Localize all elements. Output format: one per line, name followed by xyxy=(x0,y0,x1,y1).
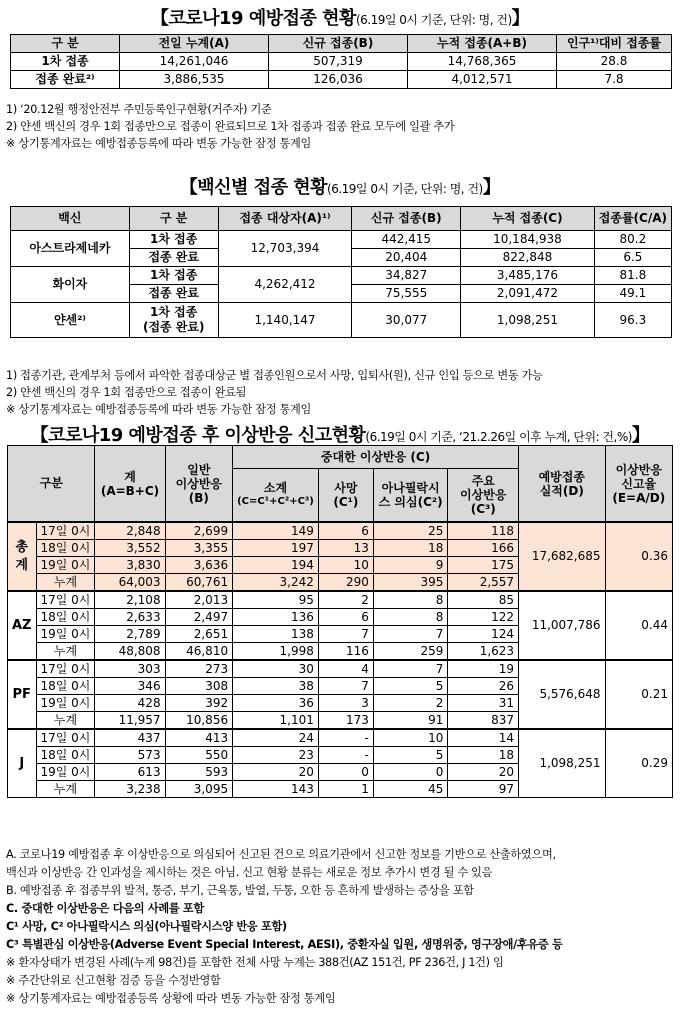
header-prev: 전일 누계(A) xyxy=(120,35,269,53)
cell-major: 175 xyxy=(448,557,519,574)
cell-general: 2,699 xyxy=(165,522,233,540)
header-total xyxy=(95,446,165,523)
row-label: 접종 완료²⁾ xyxy=(11,71,120,89)
table-row xyxy=(11,303,672,338)
cell-death: 2 xyxy=(318,591,373,609)
cell-rate: 0.21 xyxy=(605,660,672,729)
row-label: 17일 0시 xyxy=(36,660,95,678)
cell-rate: 96.3 xyxy=(594,303,671,338)
cell-subtotal: 1,101 xyxy=(233,712,319,730)
cell-major: 19 xyxy=(448,660,519,678)
cell-death: 3 xyxy=(318,695,373,712)
cell-total: 2,108 xyxy=(95,591,165,609)
cell-ana: 395 xyxy=(373,574,448,592)
vaccine-type-table xyxy=(10,206,672,338)
cell-general: 413 xyxy=(165,729,233,747)
section3-title-sub: (6.19일 0시 기준, ‘21.2.26일 이후 누계, 단위: 건,%) xyxy=(365,430,632,444)
cell-subtotal: 36 xyxy=(233,695,319,712)
cell-total: 346 xyxy=(95,678,165,695)
header-ana-line2: 스 의심(C²) xyxy=(378,495,443,509)
cell-ana: 91 xyxy=(373,712,448,730)
table-row xyxy=(11,71,672,89)
header-gubun: 구분 xyxy=(8,446,95,523)
header-ana-line1: 아나필락시 xyxy=(381,481,440,495)
cell-new: 442,415 xyxy=(352,231,461,249)
cell-subtotal: 197 xyxy=(233,540,319,557)
cell-cum: 1,098,251 xyxy=(461,303,595,338)
cell-subtotal: 149 xyxy=(233,522,319,540)
cell-ana: 7 xyxy=(373,626,448,643)
header-major-line1: 주요 xyxy=(471,474,495,488)
cell-prev: 14,261,046 xyxy=(120,53,269,71)
note: 1) ‘20.12월 행정안전부 주민등록인구현황(거주자) 기준 xyxy=(6,103,272,116)
cell-ana: 5 xyxy=(373,747,448,764)
cell-major: 1,623 xyxy=(448,643,519,661)
cell-total: 3,238 xyxy=(95,781,165,798)
row-label-line2: (접종 완료) xyxy=(142,320,205,334)
section2-title xyxy=(0,173,680,199)
vaccination-status-table xyxy=(10,34,672,89)
row-label: 1차 접종 xyxy=(129,267,218,285)
header-general-line2: 이상반응 xyxy=(175,476,223,491)
cell-subtotal: 30 xyxy=(233,660,319,678)
cell-general: 46,810 xyxy=(165,643,233,661)
section1-title xyxy=(0,4,680,30)
row-label: 18일 0시 xyxy=(36,747,95,764)
note: 1) 접종기관, 관계부처 등에서 파악한 접종대상군 별 접종인원으로서 사망, 입퇴사(원), 신규 인입 등으로 변동 가능 xyxy=(6,369,543,382)
cell-ana: 8 xyxy=(373,609,448,626)
table-row xyxy=(8,660,673,678)
row-label-line1: 1차 접종 xyxy=(150,305,198,319)
cell-new: 126,036 xyxy=(269,71,408,89)
cell-rate: 6.5 xyxy=(594,249,671,267)
note: A. 코로나19 예방접종 후 이상반응으로 의심되어 신고된 건으로 의료기관에서 신고한 정보를 기반으로 산출하였으며, xyxy=(6,848,556,861)
header-vacc-line2: 실적(D) xyxy=(539,483,584,498)
cell-rate: 80.2 xyxy=(594,231,671,249)
cell-general: 273 xyxy=(165,660,233,678)
cell-general: 2,497 xyxy=(165,609,233,626)
header-general-line1: 일반 xyxy=(187,462,211,477)
cell-total: 3,830 xyxy=(95,557,165,574)
row-label: 접종 완료 xyxy=(129,285,218,303)
cell-general: 10,856 xyxy=(165,712,233,730)
adverse-event-table xyxy=(7,445,673,798)
cell-new: 30,077 xyxy=(352,303,461,338)
cell-death: 0 xyxy=(318,764,373,781)
cell-ana: 45 xyxy=(373,781,448,798)
cell-new: 507,319 xyxy=(269,53,408,71)
note: ※ 상기통계자료는 예방접종등록에 따라 변동 가능한 잠정 통계임 xyxy=(6,403,312,416)
section3-title-end: 】 xyxy=(631,425,650,446)
section3-title xyxy=(0,421,680,447)
cell-cum: 10,184,938 xyxy=(461,231,595,249)
cell-death: 7 xyxy=(318,626,373,643)
cell-total: 64,003 xyxy=(95,574,165,592)
note: C³ 특별관심 이상반응(Adverse Event Special Interest, AESI), 중환자실 입원, 생명위중, 영구장애/후유증 등 xyxy=(6,938,563,951)
section3-notes xyxy=(6,846,563,1008)
row-label: 17일 0시 xyxy=(36,522,95,540)
header-rate-line2: 신고율 xyxy=(621,476,657,491)
group-name: PF xyxy=(8,660,37,729)
note: 2) 얀센 백신의 경우 1회 접종만으로 접종이 완료되므로 1차 접종과 접종 완료 모두에 일괄 추가 xyxy=(6,120,455,133)
cell-general: 550 xyxy=(165,747,233,764)
section1-title-text: 【코로나19 예방접종 현황 xyxy=(150,8,356,29)
row-label: 누계 xyxy=(36,712,95,730)
cell-vacc: 1,098,251 xyxy=(519,729,605,798)
cell-vacc: 11,007,786 xyxy=(519,591,605,660)
note: C¹ 사망, C² 아나필락시스 의심(아나필락시스양 반응 포함) xyxy=(6,920,287,933)
note: ※ 환자상태가 변경된 사례(누계 98건)를 포함한 전체 사망 누계는 388건(AZ 151건, PF 236건, J 1건) 임 xyxy=(6,956,504,969)
cell-cum: 2,091,472 xyxy=(461,285,595,303)
vaccine-name-j: 얀센²⁾ xyxy=(11,303,130,338)
cell-death: 6 xyxy=(318,609,373,626)
header-major-line2: 이상반응 xyxy=(460,488,507,502)
header-vacc-line1: 예방접종 xyxy=(538,469,585,484)
cell-target: 12,703,394 xyxy=(218,231,352,267)
cell-vacc: 17,682,685 xyxy=(519,522,605,591)
cell-general: 593 xyxy=(165,764,233,781)
cell-cum: 14,768,365 xyxy=(408,53,557,71)
header-death-line2: (C¹) xyxy=(333,495,359,509)
cell-general: 60,761 xyxy=(165,574,233,592)
note: ※ 상기통계자료는 예방접종등록에 따라 변동 가능한 잠정 통계임 xyxy=(6,137,312,150)
cell-general: 3,636 xyxy=(165,557,233,574)
cell-ana: 5 xyxy=(373,678,448,695)
cell-general: 2,013 xyxy=(165,591,233,609)
cell-death: 116 xyxy=(318,643,373,661)
cell-subtotal: 20 xyxy=(233,764,319,781)
note: 백신과 이상반응 간 인과성을 제시하는 것은 아님. 신고 현황 분류는 새로운 정보 추가시 변경 될 수 있음 xyxy=(6,866,493,879)
row-label: 누계 xyxy=(36,574,95,592)
header-new: 신규 접종(B) xyxy=(269,35,408,53)
header-subtotal-line1: 소계 xyxy=(263,481,288,495)
row-label: 17일 0시 xyxy=(36,591,95,609)
cell-total: 303 xyxy=(95,660,165,678)
cell-total: 2,633 xyxy=(95,609,165,626)
cell-major: 124 xyxy=(448,626,519,643)
header-vacc xyxy=(519,446,605,523)
cell-rate: 81.8 xyxy=(594,267,671,285)
section1-notes xyxy=(6,101,454,152)
note: ※ 주간단위로 신고현황 검증 등을 수정반영함 xyxy=(6,974,221,987)
cell-ana: 259 xyxy=(373,643,448,661)
cell-subtotal: 38 xyxy=(233,678,319,695)
cell-major: 14 xyxy=(448,729,519,747)
cell-subtotal: 1,998 xyxy=(233,643,319,661)
cell-death: 13 xyxy=(318,540,373,557)
cell-general: 3,095 xyxy=(165,781,233,798)
header-subtotal xyxy=(233,469,319,523)
cell-major: 837 xyxy=(448,712,519,730)
table-row xyxy=(11,267,672,285)
header-rate xyxy=(605,446,672,523)
header-cum: 누적 접종(A+B) xyxy=(408,35,557,53)
row-label: 접종 완료 xyxy=(129,249,218,267)
cell-general: 308 xyxy=(165,678,233,695)
cell-cum: 822,848 xyxy=(461,249,595,267)
cell-major: 20 xyxy=(448,764,519,781)
note: C. 중대한 이상반응은 다음의 사례를 포함 xyxy=(6,902,204,915)
header-gubun: 구 분 xyxy=(129,207,218,231)
table-row xyxy=(8,522,673,540)
row-label xyxy=(129,303,218,338)
cell-new: 75,555 xyxy=(352,285,461,303)
header-major-line3: (C³) xyxy=(470,502,496,516)
cell-death: 4 xyxy=(318,660,373,678)
cell-major: 122 xyxy=(448,609,519,626)
header-gubun: 구 분 xyxy=(11,35,120,53)
cell-total: 48,808 xyxy=(95,643,165,661)
section1-title-sub: (6.19일 0시 기준, 단위: 명, 건) xyxy=(355,13,512,27)
vaccine-name-az: 아스트라제네카 xyxy=(11,231,130,267)
section2-notes xyxy=(6,367,543,418)
cell-subtotal: 136 xyxy=(233,609,319,626)
vaccine-name-pf: 화이자 xyxy=(11,267,130,303)
row-label: 19일 0시 xyxy=(36,695,95,712)
cell-major: 97 xyxy=(448,781,519,798)
cell-new: 20,404 xyxy=(352,249,461,267)
cell-death: 10 xyxy=(318,557,373,574)
cell-rate: 7.8 xyxy=(557,71,672,89)
cell-subtotal: 3,242 xyxy=(233,574,319,592)
row-label: 18일 0시 xyxy=(36,609,95,626)
table-row xyxy=(11,231,672,249)
group-name: 총계 xyxy=(8,522,37,591)
section2-title-text: 【백신별 접종 현황 xyxy=(179,177,328,198)
cell-major: 118 xyxy=(448,522,519,540)
cell-subtotal: 24 xyxy=(233,729,319,747)
row-label: 19일 0시 xyxy=(36,557,95,574)
cell-major: 31 xyxy=(448,695,519,712)
cell-total: 2,848 xyxy=(95,522,165,540)
header-cum: 누적 접종(C) xyxy=(461,207,595,231)
cell-death: 290 xyxy=(318,574,373,592)
cell-rate: 49.1 xyxy=(594,285,671,303)
cell-general: 3,355 xyxy=(165,540,233,557)
row-label: 1차 접종 xyxy=(11,53,120,71)
cell-major: 2,557 xyxy=(448,574,519,592)
header-major xyxy=(448,469,519,523)
table-row xyxy=(11,53,672,71)
cell-death: 7 xyxy=(318,678,373,695)
cell-death: 6 xyxy=(318,522,373,540)
cell-total: 437 xyxy=(95,729,165,747)
table-header-row xyxy=(11,35,672,53)
cell-subtotal: 23 xyxy=(233,747,319,764)
header-rate-line1: 이상반응 xyxy=(615,462,662,477)
cell-rate: 0.29 xyxy=(605,729,672,798)
cell-death: 1 xyxy=(318,781,373,798)
cell-cum: 3,485,176 xyxy=(461,267,595,285)
cell-total: 428 xyxy=(95,695,165,712)
cell-subtotal: 138 xyxy=(233,626,319,643)
table-row xyxy=(8,591,673,609)
cell-total: 573 xyxy=(95,747,165,764)
row-label: 1차 접종 xyxy=(129,231,218,249)
cell-rate: 0.36 xyxy=(605,522,672,591)
row-label: 19일 0시 xyxy=(36,626,95,643)
cell-ana: 2 xyxy=(373,695,448,712)
cell-general: 392 xyxy=(165,695,233,712)
cell-total: 613 xyxy=(95,764,165,781)
section3-title-text: 【코로나19 예방접종 후 이상반응 신고현황 xyxy=(30,425,366,446)
cell-target: 4,262,412 xyxy=(218,267,352,303)
header-serious: 중대한 이상반응 (C) xyxy=(233,446,519,469)
row-label: 누계 xyxy=(36,781,95,798)
header-death xyxy=(318,469,373,523)
header-death-line1: 사망 xyxy=(334,481,358,495)
row-label: 18일 0시 xyxy=(36,540,95,557)
cell-cum: 4,012,571 xyxy=(408,71,557,89)
table-row xyxy=(8,729,673,747)
section2-title-sub: (6.19일 0시 기준, 단위: 명, 건) xyxy=(327,182,483,196)
cell-ana: 10 xyxy=(373,729,448,747)
cell-vacc: 5,576,648 xyxy=(519,660,605,729)
row-label: 누계 xyxy=(36,643,95,661)
cell-death: 173 xyxy=(318,712,373,730)
header-vaccine: 백신 xyxy=(11,207,130,231)
row-label: 19일 0시 xyxy=(36,764,95,781)
header-general xyxy=(165,446,233,523)
cell-major: 166 xyxy=(448,540,519,557)
row-label: 17일 0시 xyxy=(36,729,95,747)
header-rate: 접종률(C/A) xyxy=(594,207,671,231)
header-general-line3: (B) xyxy=(188,490,209,505)
note: B. 예방접종 후 접종부위 발적, 통증, 부기, 근육통, 발열, 두통, 오한 등 흔하게 발생하는 증상을 포함 xyxy=(6,884,474,897)
cell-rate: 0.44 xyxy=(605,591,672,660)
cell-total: 3,552 xyxy=(95,540,165,557)
cell-major: 85 xyxy=(448,591,519,609)
cell-ana: 9 xyxy=(373,557,448,574)
cell-death: - xyxy=(318,729,373,747)
header-rate: 인구¹⁾대비 접종률 xyxy=(557,35,672,53)
header-new: 신규 접종(B) xyxy=(352,207,461,231)
cell-general: 2,651 xyxy=(165,626,233,643)
cell-subtotal: 194 xyxy=(233,557,319,574)
cell-total: 2,789 xyxy=(95,626,165,643)
header-total-line2: (A=B+C) xyxy=(100,483,160,498)
cell-subtotal: 95 xyxy=(233,591,319,609)
header-subtotal-line2: (C=C¹+C²+C³) xyxy=(237,496,314,507)
cell-rate: 28.8 xyxy=(557,53,672,71)
cell-major: 18 xyxy=(448,747,519,764)
header-target: 접종 대상자(A)¹⁾ xyxy=(218,207,352,231)
cell-subtotal: 143 xyxy=(233,781,319,798)
row-label: 18일 0시 xyxy=(36,678,95,695)
header-total-line1: 계 xyxy=(124,469,136,484)
cell-prev: 3,886,535 xyxy=(120,71,269,89)
cell-target: 1,140,147 xyxy=(218,303,352,338)
group-name: J xyxy=(8,729,37,798)
table-header-row xyxy=(8,446,673,469)
cell-ana: 8 xyxy=(373,591,448,609)
table-header-row xyxy=(11,207,672,231)
group-name: AZ xyxy=(8,591,37,660)
header-ana xyxy=(373,469,448,523)
cell-total: 11,957 xyxy=(95,712,165,730)
note: ※ 상기통계자료는 예방접종등록 상황에 따라 변동 가능한 잠정 통계임 xyxy=(6,992,336,1005)
section1-title-end: 】 xyxy=(511,8,530,29)
cell-ana: 0 xyxy=(373,764,448,781)
note: 2) 얀센 백신의 경우 1회 접종만으로 접종이 완료됨 xyxy=(6,386,247,399)
cell-ana: 25 xyxy=(373,522,448,540)
cell-death: - xyxy=(318,747,373,764)
cell-ana: 18 xyxy=(373,540,448,557)
cell-major: 26 xyxy=(448,678,519,695)
cell-new: 34,827 xyxy=(352,267,461,285)
header-rate-line3: (E=A/D) xyxy=(612,490,666,505)
cell-ana: 7 xyxy=(373,660,448,678)
section2-title-end: 】 xyxy=(482,177,501,198)
